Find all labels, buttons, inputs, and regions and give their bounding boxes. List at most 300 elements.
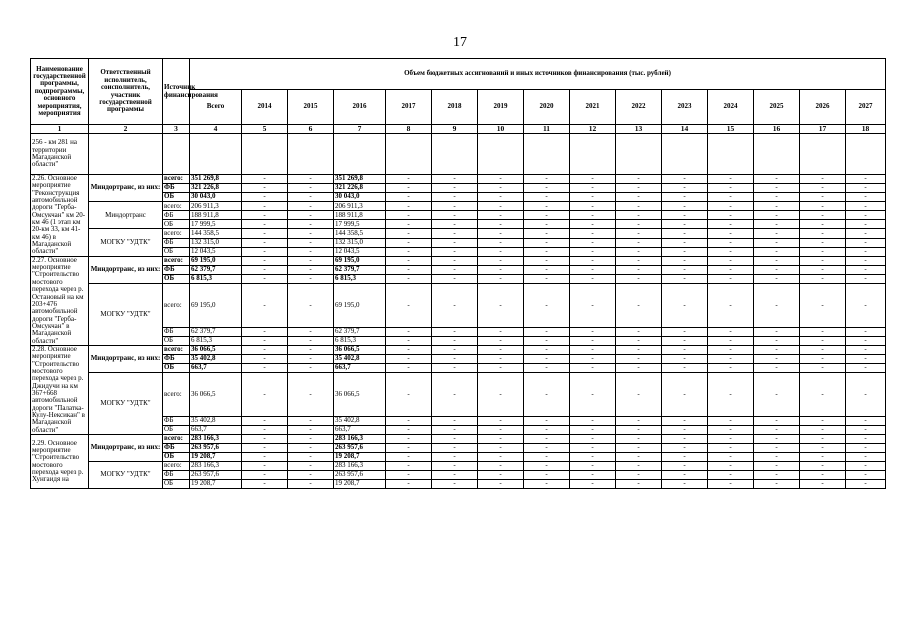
empty-value-dash: - [478,175,524,184]
total-value: 132 315,0 [190,238,242,247]
empty-value-dash: - [288,202,334,211]
column-number: 17 [800,125,846,134]
empty-value-dash: - [524,417,570,426]
empty-value-dash: - [846,265,886,274]
column-number: 11 [524,125,570,134]
empty-value-dash: - [616,426,662,435]
total-value: 19 208,7 [190,480,242,489]
total-value: 321 226,8 [190,184,242,193]
value-2016: 283 166,3 [334,462,386,471]
empty-value-dash: - [662,435,708,444]
responsible-executor: Миндортранс [89,202,163,229]
empty-value-dash: - [478,462,524,471]
empty-value-dash: - [616,336,662,345]
empty-value-dash: - [288,471,334,480]
empty-value-dash: - [432,327,478,336]
empty-value-dash: - [524,435,570,444]
empty-value-dash: - [708,238,754,247]
value-2016: 62 379,7 [334,327,386,336]
funding-source: ОБ [163,220,190,229]
empty-value-dash: - [570,202,616,211]
empty-value-dash: - [616,229,662,238]
funding-source: ФБ [163,211,190,220]
total-value: 17 999,5 [190,220,242,229]
empty-value-dash: - [288,363,334,372]
empty-value-dash: - [386,220,432,229]
empty-value-dash: - [570,462,616,471]
empty-value-dash: - [386,435,432,444]
total-value: 351 269,8 [190,175,242,184]
empty-value-dash: - [570,175,616,184]
empty-value-dash: - [242,256,288,265]
empty-value-dash: - [386,363,432,372]
empty-value-dash: - [386,283,432,327]
empty-value-dash: - [616,202,662,211]
empty-value-dash: - [662,184,708,193]
value-2016: 132 315,0 [334,238,386,247]
empty-value-dash: - [524,471,570,480]
empty-value-dash: - [524,372,570,416]
empty-value-dash: - [432,354,478,363]
empty-value-dash: - [708,247,754,256]
empty-value-dash: - [478,247,524,256]
empty-value-dash: - [708,283,754,327]
total-value: 12 043,5 [190,247,242,256]
empty-value-dash: - [478,327,524,336]
empty-value-dash: - [616,471,662,480]
empty-value-dash: - [288,345,334,354]
empty-value-dash: - [616,345,662,354]
header-year: 2018 [432,90,478,125]
empty-value-dash: - [754,238,800,247]
empty-value-dash: - [846,229,886,238]
empty-value-dash: - [800,336,846,345]
empty-value-dash: - [800,265,846,274]
empty-value-dash: - [754,220,800,229]
responsible-executor: Миндортранс, из них: [89,175,163,202]
empty-value-dash: - [478,220,524,229]
empty-value-dash: - [524,480,570,489]
table-row [31,462,886,471]
empty-value-dash: - [478,471,524,480]
empty-value-dash: - [478,426,524,435]
empty-value-dash: - [662,256,708,265]
empty-value-dash: - [524,283,570,327]
empty-value-dash: - [478,417,524,426]
column-number: 8 [386,125,432,134]
empty-value-dash: - [478,274,524,283]
funding-source: ОБ [163,453,190,462]
empty-value-dash: - [524,345,570,354]
empty-value-dash: - [386,193,432,202]
empty-value-dash: - [662,345,708,354]
empty-value-dash: - [846,426,886,435]
empty-value-dash: - [386,354,432,363]
empty-value-dash: - [242,283,288,327]
empty-value-dash: - [432,238,478,247]
header-year: 2014 [242,90,288,125]
empty-value-dash: - [288,453,334,462]
empty-value-dash: - [800,480,846,489]
empty-value-dash: - [616,265,662,274]
empty-value-dash: - [386,211,432,220]
header-source: Источник финансирования [163,59,190,125]
empty-value-dash: - [662,211,708,220]
empty-value-dash: - [288,426,334,435]
empty-value-dash: - [386,238,432,247]
empty-value-dash: - [800,444,846,453]
table-row [31,256,886,265]
total-value: 19 208,7 [190,453,242,462]
empty-value-dash: - [432,211,478,220]
empty-value-dash: - [570,256,616,265]
empty-value-dash: - [616,184,662,193]
empty-value-dash: - [524,444,570,453]
empty-value-dash: - [616,175,662,184]
empty-value-dash: - [432,363,478,372]
empty-value-dash: - [288,274,334,283]
empty-value-dash: - [846,238,886,247]
empty-value-dash: - [662,274,708,283]
empty-value-dash: - [570,417,616,426]
empty-value-dash: - [800,453,846,462]
empty-value-dash: - [386,327,432,336]
empty-value-dash: - [570,345,616,354]
empty-value-dash: - [242,471,288,480]
empty-value-dash: - [708,435,754,444]
empty-value-dash: - [288,283,334,327]
empty-value-dash: - [478,336,524,345]
empty-value-dash: - [662,193,708,202]
empty-value-dash: - [662,444,708,453]
empty-value-dash: - [754,193,800,202]
empty-value-dash: - [478,265,524,274]
empty-value-dash: - [846,274,886,283]
empty-value-dash: - [754,265,800,274]
value-2016: 17 999,5 [334,220,386,229]
total-value: 663,7 [190,363,242,372]
empty-value-dash: - [754,175,800,184]
empty-value-dash: - [570,283,616,327]
value-2016: 6 815,3 [334,336,386,345]
empty-value-dash: - [616,211,662,220]
value-2016: 351 269,8 [334,175,386,184]
empty-value-dash: - [800,345,846,354]
empty-value-dash: - [524,265,570,274]
empty-value-dash: - [754,471,800,480]
header-year: 2024 [708,90,754,125]
empty-value-dash: - [570,327,616,336]
empty-value-dash: - [570,238,616,247]
value-2016: 19 208,7 [334,453,386,462]
empty-value-dash: - [432,220,478,229]
empty-value-dash: - [432,175,478,184]
responsible-executor: МОГКУ "УДТК" [89,372,163,434]
empty-value-dash: - [524,462,570,471]
measure-name: 2.27. Основное мероприятие "Строительство мостового перехода через р. Остановый на км 203+476 автомобильной дороги "Герба-Омсукчан" в Магаданской области" [31,256,89,345]
empty-value-dash: - [708,327,754,336]
empty-value-dash: - [662,354,708,363]
value-2016: 36 066,5 [334,372,386,416]
empty-value-dash: - [386,480,432,489]
empty-value-dash: - [478,283,524,327]
empty-value-dash: - [242,480,288,489]
empty-value-dash: - [386,336,432,345]
empty-value-dash: - [846,480,886,489]
empty-value-dash: - [432,471,478,480]
empty-value-dash: - [288,229,334,238]
table-row [31,435,886,444]
empty-value-dash: - [708,453,754,462]
total-value: 6 815,3 [190,336,242,345]
empty-value-dash: - [288,372,334,416]
empty-value-dash: - [662,363,708,372]
empty-value-dash: - [432,453,478,462]
value-2016: 188 911,8 [334,211,386,220]
total-value: 69 195,0 [190,283,242,327]
empty-value-dash: - [242,175,288,184]
responsible-executor: МОГКУ "УДТК" [89,229,163,256]
empty-value-dash: - [524,354,570,363]
value-2016: 6 815,3 [334,274,386,283]
empty-value-dash: - [846,184,886,193]
table-row [31,345,886,354]
empty-value-dash: - [478,184,524,193]
empty-value-dash: - [708,211,754,220]
empty-value-dash: - [386,202,432,211]
empty-value-dash: - [662,480,708,489]
empty-value-dash: - [662,238,708,247]
empty-value-dash: - [524,184,570,193]
value-2016: 19 208,7 [334,480,386,489]
value-2016: 206 911,3 [334,202,386,211]
empty-value-dash: - [662,265,708,274]
total-value: 188 911,8 [190,211,242,220]
empty-value-dash: - [616,444,662,453]
funding-source: ФБ [163,327,190,336]
total-value: 263 957,6 [190,444,242,453]
total-value: 35 402,8 [190,354,242,363]
header-year: 2016 [334,90,386,125]
header-year: 2025 [754,90,800,125]
funding-source: ОБ [163,247,190,256]
header-year: 2015 [288,90,334,125]
empty-value-dash: - [242,247,288,256]
empty-value-dash: - [800,193,846,202]
empty-value-dash: - [288,211,334,220]
empty-value-dash: - [846,453,886,462]
header-responsible: Ответственный исполнитель, соисполнитель, участник государственной программы [89,59,163,125]
empty-value-dash: - [708,480,754,489]
empty-value-dash: - [754,417,800,426]
empty-value-dash: - [242,211,288,220]
funding-source: ОБ [163,193,190,202]
funding-source: ФБ [163,184,190,193]
empty-value-dash: - [754,202,800,211]
empty-value-dash: - [708,193,754,202]
empty-value-dash: - [386,175,432,184]
empty-value-dash: - [288,184,334,193]
header-volume: Объем бюджетных ассигнований и иных источников финансирования (тыс. рублей) [190,59,886,90]
responsible-executor: МОГКУ "УДТК" [89,462,163,489]
value-2016: 263 957,6 [334,444,386,453]
header-name: Наименование государственной программы, подпрограммы, основного мероприятия, мероприятия [31,59,89,125]
empty-value-dash: - [432,202,478,211]
value-2016: 30 043,0 [334,193,386,202]
responsible-executor: МОГКУ "УДТК" [89,283,163,345]
empty-value-dash: - [754,444,800,453]
column-number: 13 [616,125,662,134]
empty-value-dash: - [242,184,288,193]
empty-value-dash: - [288,175,334,184]
column-number: 16 [754,125,800,134]
empty-value-dash: - [800,471,846,480]
empty-value-dash: - [846,417,886,426]
empty-value-dash: - [478,480,524,489]
empty-value-dash: - [708,444,754,453]
funding-source: всего: [163,175,190,184]
empty-value-dash: - [524,175,570,184]
total-value: 6 815,3 [190,274,242,283]
page-number: 17 [453,35,467,50]
value-2016: 663,7 [334,426,386,435]
empty-value-dash: - [846,462,886,471]
empty-value-dash: - [524,202,570,211]
empty-value-dash: - [662,426,708,435]
empty-value-dash: - [524,211,570,220]
empty-value-dash: - [570,220,616,229]
empty-value-dash: - [800,417,846,426]
total-value: 283 166,3 [190,462,242,471]
empty-value-dash: - [288,220,334,229]
empty-value-dash: - [754,256,800,265]
empty-value-dash: - [754,462,800,471]
empty-value-dash: - [616,417,662,426]
empty-value-dash: - [616,327,662,336]
empty-value-dash: - [708,256,754,265]
column-numbers-row [31,125,886,134]
empty-value-dash: - [524,274,570,283]
total-value: 30 043,0 [190,193,242,202]
empty-value-dash: - [800,274,846,283]
empty-value-dash: - [570,247,616,256]
empty-value-dash: - [288,336,334,345]
funding-source: ОБ [163,480,190,489]
empty-value-dash: - [524,336,570,345]
empty-value-dash: - [800,175,846,184]
empty-value-dash: - [288,435,334,444]
column-number: 4 [190,125,242,134]
total-value: 206 911,3 [190,202,242,211]
total-value: 663,7 [190,426,242,435]
funding-source: всего: [163,462,190,471]
empty-value-dash: - [708,372,754,416]
total-value: 62 379,7 [190,265,242,274]
empty-value-dash: - [708,274,754,283]
empty-value-dash: - [432,229,478,238]
empty-value-dash: - [708,354,754,363]
empty-value-dash: - [662,202,708,211]
column-number: 3 [163,125,190,134]
empty-value-dash: - [288,193,334,202]
empty-value-dash: - [432,184,478,193]
header-year: 2026 [800,90,846,125]
empty-value-dash: - [662,327,708,336]
funding-source: всего: [163,435,190,444]
empty-value-dash: - [800,327,846,336]
empty-value-dash: - [478,193,524,202]
empty-value-dash: - [846,220,886,229]
empty-value-dash: - [800,426,846,435]
continuation-text: 256 - км 281 на территории Магаданской области" [31,134,89,175]
value-2016: 35 402,8 [334,354,386,363]
funding-source: всего: [163,202,190,211]
funding-source: ОБ [163,426,190,435]
funding-source: ФБ [163,265,190,274]
empty-value-dash: - [478,453,524,462]
empty-value-dash: - [242,426,288,435]
empty-value-dash: - [846,202,886,211]
empty-value-dash: - [242,354,288,363]
column-number: 12 [570,125,616,134]
empty-value-dash: - [754,453,800,462]
responsible-executor: Миндортранс, из них: [89,345,163,372]
empty-value-dash: - [616,193,662,202]
value-2016: 321 226,8 [334,184,386,193]
empty-value-dash: - [846,354,886,363]
empty-value-dash: - [432,435,478,444]
table-row [31,202,886,211]
empty-value-dash: - [242,435,288,444]
measure-name: 2.26. Основное мероприятие "Реконструкция автомобильной дороги "Герба-Омсукчан" км 20-км 46 (1 этап км 20-км 33, км 41-км 46) в Магаданской области" [31,175,89,257]
empty-value-dash: - [432,336,478,345]
empty-value-dash: - [708,462,754,471]
empty-value-dash: - [754,435,800,444]
empty-value-dash: - [478,345,524,354]
empty-value-dash: - [846,175,886,184]
empty-value-dash: - [616,480,662,489]
empty-value-dash: - [800,354,846,363]
empty-value-dash: - [616,435,662,444]
empty-value-dash: - [754,283,800,327]
empty-value-dash: - [800,256,846,265]
header-year: 2019 [478,90,524,125]
empty-value-dash: - [800,238,846,247]
empty-value-dash: - [800,220,846,229]
value-2016: 69 195,0 [334,256,386,265]
funding-source: всего: [163,345,190,354]
empty-value-dash: - [478,354,524,363]
empty-value-dash: - [524,363,570,372]
empty-value-dash: - [800,283,846,327]
empty-value-dash: - [754,327,800,336]
total-value: 263 957,6 [190,471,242,480]
empty-value-dash: - [754,426,800,435]
empty-value-dash: - [570,426,616,435]
empty-value-dash: - [708,265,754,274]
total-value: 144 358,5 [190,229,242,238]
empty-value-dash: - [288,417,334,426]
empty-value-dash: - [478,372,524,416]
empty-value-dash: - [616,256,662,265]
empty-value-dash: - [662,247,708,256]
empty-value-dash: - [754,229,800,238]
empty-value-dash: - [570,336,616,345]
empty-value-dash: - [288,238,334,247]
empty-value-dash: - [386,444,432,453]
value-2016: 12 043,5 [334,247,386,256]
empty-value-dash: - [478,444,524,453]
